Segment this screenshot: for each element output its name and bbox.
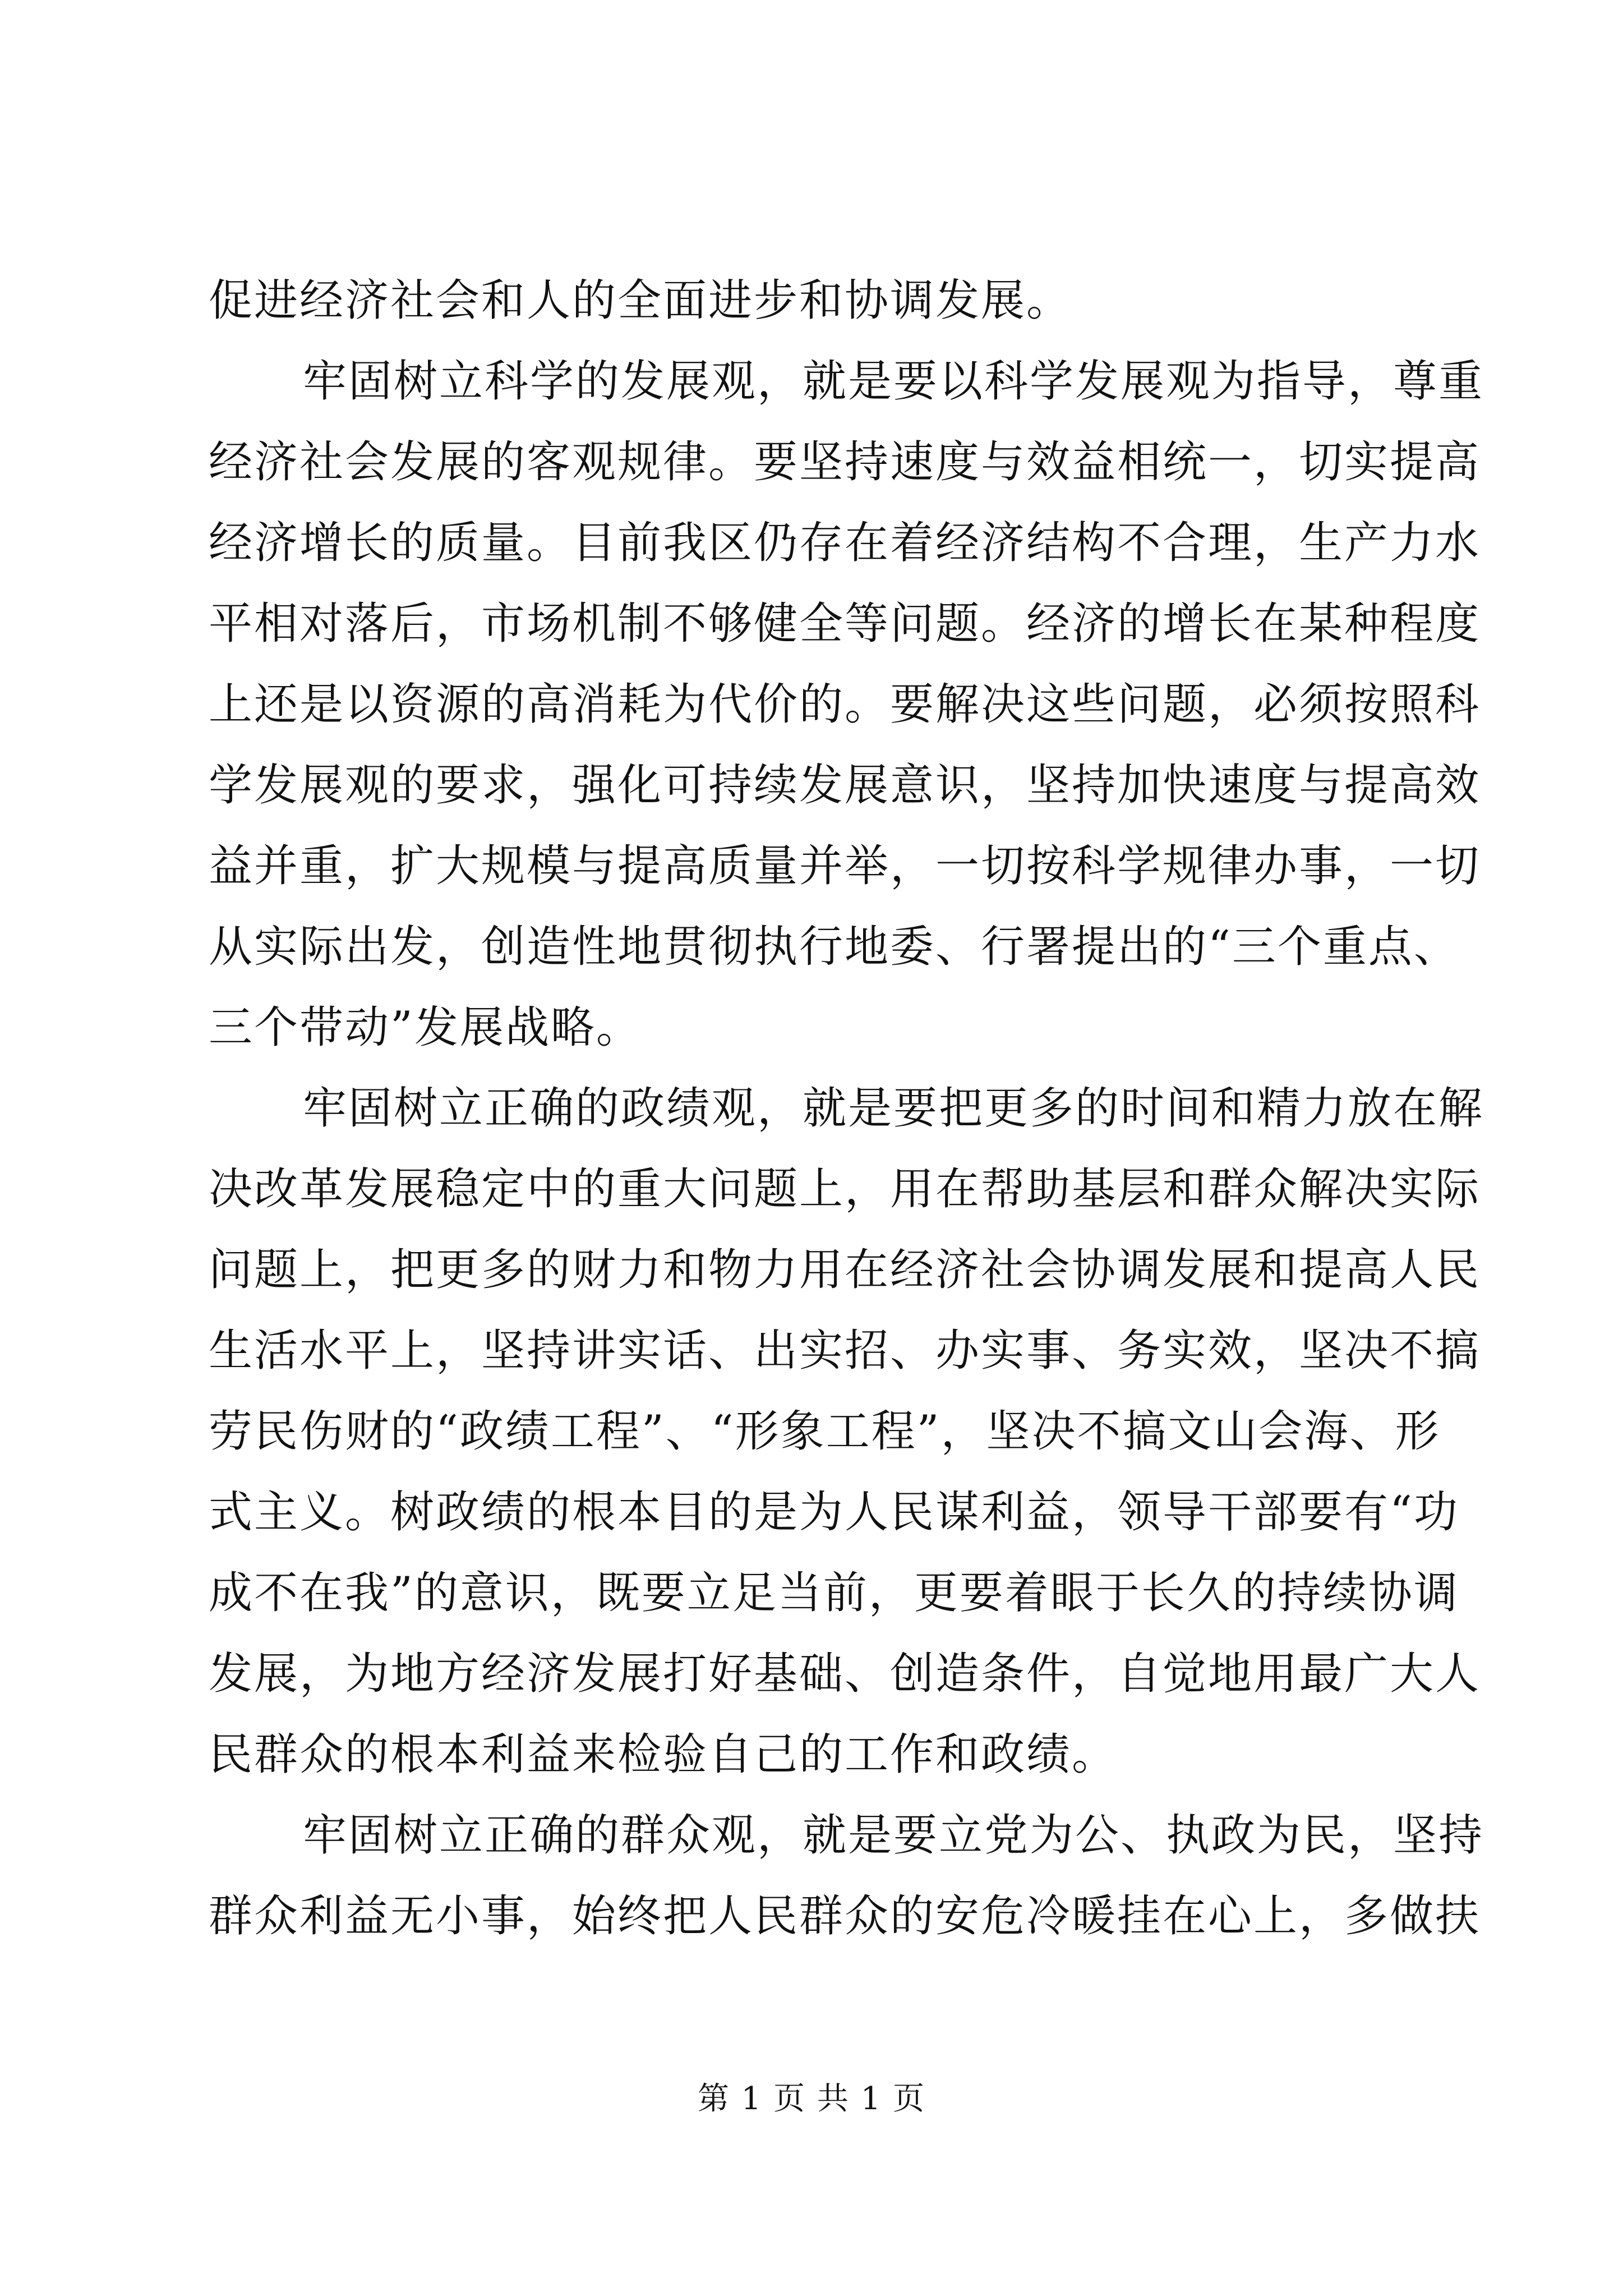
paragraph-start-line: 牢固树立正确的群众观，就是要立党为公、执政为民，坚持 — [303, 1810, 1484, 1861]
text-line: 从实际出发，创造性地贯彻执行地委、行署提出的“三个重点、 — [209, 922, 1459, 972]
text-line: 经济增长的质量。目前我区仍存在着经济结构不合理，生产力水 — [209, 518, 1481, 568]
text-line: 经济社会发展的客观规律。要坚持速度与效益相统一，切实提高 — [209, 437, 1481, 487]
text-line: 决改革发展稳定中的重大问题上，用在帮助基层和群众解决实际 — [209, 1164, 1481, 1214]
text-line: 学发展观的要求，强化可持续发展意识，坚持加快速度与提高效 — [209, 760, 1481, 811]
text-line: 发展，为地方经济发展打好基础、创造条件，自觉地用最广大人 — [209, 1649, 1481, 1699]
text-line: 三个带动”发展战略。 — [209, 1002, 642, 1053]
document-body — [209, 260, 1484, 1957]
text-line: 益并重，扩大规模与提高质量并举，一切按科学规律办事，一切 — [209, 841, 1481, 891]
text-line: 劳民伤财的“政绩工程”、“形象工程”，坚决不搞文山会海、形 — [209, 1406, 1441, 1457]
text-line: 成不在我”的意识，既要立足当前，更要着眼于长久的持续协调 — [209, 1568, 1459, 1618]
text-line: 群众利益无小事，始终把人民群众的安危冷暖挂在心上，多做扶 — [209, 1891, 1481, 1941]
text-line: 问题上，把更多的财力和物力用在经济社会协调发展和提高人民 — [209, 1245, 1481, 1295]
text-line: 平相对落后，市场机制不够健全等问题。经济的增长在某种程度 — [209, 599, 1481, 649]
text-line: 生活水平上，坚持讲实话、出实招、办实事、务实效，坚决不搞 — [209, 1326, 1481, 1376]
text-line: 民群众的根本利益来检验自己的工作和政绩。 — [209, 1729, 1118, 1780]
paragraph-start-line: 牢固树立正确的政绩观，就是要把更多的时间和精力放在解 — [303, 1083, 1484, 1134]
page-number-footer: 第 1 页 共 1 页 — [697, 2081, 926, 2117]
text-line: 式主义。树政绩的根本目的是为人民谋利益，领导干部要有“功 — [209, 1487, 1459, 1538]
text-line: 上还是以资源的高消耗为代价的。要解决这些问题，必须按照科 — [209, 679, 1481, 730]
text-line: 促进经济社会和人的全面进步和协调发展。 — [209, 275, 1072, 326]
paragraph-start-line: 牢固树立科学的发展观，就是要以科学发展观为指导，尊重 — [303, 356, 1484, 407]
